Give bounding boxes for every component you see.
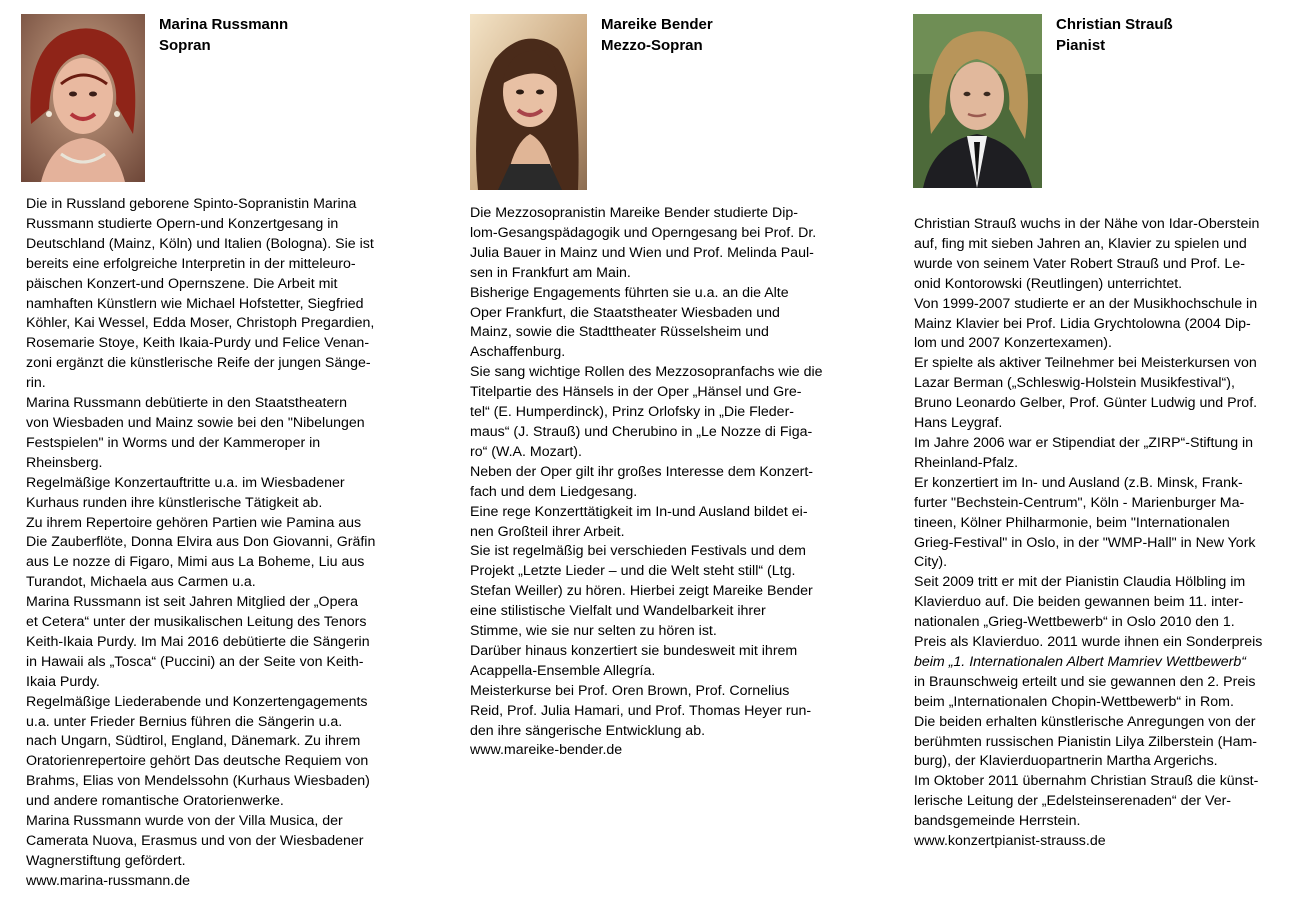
bio-line: Rheinsberg. [26,454,103,471]
bio-line: Reid, Prof. Julia Hamari, und Prof. Thomas Heyer run- [470,702,812,719]
bio-line: beim „Internationalen Chopin-Wettbewerb“ in Rom. [914,693,1234,710]
bio-line: Zu ihrem Repertoire gehören Partien wie Pamina aus [26,514,362,531]
bio-line: berühmten russischen Pianistin Lilya Zilberstein (Ham- [914,733,1258,750]
bio-line: Eine rege Konzerttätigkeit im In-und Ausland bildet ei- [470,503,808,520]
bio-line: Marina Russmann ist seit Jahren Mitglied der „Opera [26,594,358,611]
bio-line: aus Le nozze di Figaro, Mimi aus La Boheme, Liu aus [26,554,365,571]
bio-line: in Hawaii als „Tosca“ (Puccini) an der Seite von Keith- [26,653,364,670]
bio-line: Kurhaus runden ihre künstlerische Tätigkeit ab. [26,494,323,511]
bio-line: nach Ungarn, Südtirol, England, Dänemark. Zu ihrem [26,733,361,750]
bio-line: Turandot, Michaela aus Carmen u.a. [26,574,256,591]
bio-line: Bisherige Engagements führten sie u.a. an die Alte [470,284,789,301]
bio-line: sen in Frankfurt am Main. [470,264,631,281]
bio-line: eine stilistische Vielfalt und Wandelbarkeit ihrer [470,603,766,620]
artist-name: Christian Strauß [1056,16,1173,33]
website-link: www.konzertpianist-strauss.de [914,833,1106,850]
artist-role: Mezzo-Sopran [601,37,703,54]
bio-line: fach und dem Liedgesang. [470,483,638,500]
bio-line: Im Jahre 2006 war er Stipendiat der „ZIRP“-Stiftung in [914,434,1254,451]
bio-line: burg), der Klavierduopartnerin Martha Argerichs. [914,753,1218,770]
website-link: www.marina-russmann.de [26,872,191,889]
bio-line: et Cetera“ unter der musikalischen Leitung des Tenors [26,614,367,631]
bio-line: nationalen „Grieg-Wettbewerb“ in Oslo 2010 den 1. [914,614,1235,631]
bio-line: päischen Konzert-und Opernszene. Die Arbeit mit [26,275,338,292]
bio-line: Grieg-Festival" in Oslo, in der "WMP-Hall" in New York [914,534,1256,551]
bio-line: Acappella-Ensemble Allegría. [470,662,656,679]
bio-line: bandsgemeinde Herrstein. [914,813,1081,830]
bio-line: Titelpartie des Hänsels in der Oper „Hänsel und Gre- [470,384,802,401]
bio-line: Bruno Leonardo Gelber, Prof. Günter Ludwig und Prof. [914,395,1258,412]
bio-line: Deutschland (Mainz, Köln) und Italien (Bologna). Sie ist [26,235,374,252]
bio-line: lom-Gesangspädagogik und Operngesang bei Prof. Dr. [470,224,817,241]
bio-line: Regelmäßige Liederabende und Konzertengagements [26,693,368,710]
bio-line: nen Großteil ihrer Arbeit. [470,523,625,540]
bio-line: Die in Russland geborene Spinto-Sopranistin Marina [26,196,357,212]
bio-line: wurde von seinem Vater Robert Strauß und Prof. Le- [914,255,1245,272]
portrait-photo [470,14,587,190]
bio-line: auf, fing mit sieben Jahren an, Klavier zu spielen und [914,235,1247,252]
bio-line: Die Zauberflöte, Donna Elvira aus Don Giovanni, Gräfin [26,534,376,551]
bio-line: furter "Bechstein-Centrum", Köln - Marienburger Ma- [914,494,1245,511]
portrait-photo [913,14,1042,188]
bio-line: Von 1999-2007 studierte er an der Musikhochschule in [914,295,1258,312]
bio-line: rin. [26,375,46,392]
artist-heading [1056,14,1173,56]
bio-line: Oratorienrepertoire gehört Das deutsche Requiem von [26,753,369,770]
bio-line: u.a. unter Frieder Bernius führen die Sängerin u.a. [26,713,343,730]
artist-role: Sopran [159,37,211,54]
bio-line: Oper Frankfurt, die Staatstheater Wiesbaden und [470,304,780,321]
bio-line: Die Mezzosopranistin Mareike Bender studierte Dip- [470,205,799,221]
bio-line: onid Kontorowski (Reutlingen) unterrichtet. [914,275,1183,292]
bio-line: Regelmäßige Konzertauftritte u.a. im Wiesbadener [26,474,345,491]
bio-line: Marina Russmann wurde von der Villa Musica, der [26,813,343,830]
bio-line: Russmann studierte Opern-und Konzertgesang in [26,215,339,232]
bio-line: Wagnerstiftung gefördert. [26,852,186,869]
bio-line: Sie sang wichtige Rollen des Mezzosopranfachs wie die [470,364,823,381]
bio-line: lerische Leitung der „Edelsteinserenaden“ der Ver- [914,793,1232,810]
bio-line: Köhler, Kai Wessel, Edda Moser, Christoph Pregardien, [26,315,375,332]
bio-line: Die beiden erhalten künstlerische Anregungen von der [914,713,1256,730]
bio-line: Brahms, Elias von Mendelssohn (Kurhaus Wiesbaden) [26,773,370,790]
bio-line: tel“ (E. Humperdinck), Prinz Orlofsky in „Die Fleder- [470,404,795,421]
artist-role: Pianist [1056,37,1106,54]
bio-line: Rheinland-Pfalz. [914,454,1019,471]
artist-name: Marina Russmann [159,16,289,33]
artist-heading [159,14,288,56]
bio-line: Meisterkurse bei Prof. Oren Brown, Prof. Cornelius [470,682,790,699]
bio-line: Er konzertiert im In- und Ausland (z.B. Minsk, Frank- [914,474,1243,491]
bio-line: Aschaffenburg. [470,344,566,361]
bio-line: Christian Strauß wuchs in der Nähe von Idar-Oberstein [914,216,1260,232]
bio-line: den ihre sängerische Entwicklung ab. [470,722,706,739]
bio-line: Festspielen" in Worms und der Kammeroper in [26,434,321,451]
bio-line: ro“ (W.A. Mozart). [470,443,582,460]
bio-line: Camerata Nuova, Erasmus und von der Wiesbadener [26,833,364,849]
bio-line: und andere romantische Oratorienwerke. [26,793,284,810]
bio-line: tineen, Kölner Philharmonie, beim "Internationalen [914,514,1230,531]
bio-line: Mainz, sowie die Stadttheater Rüsselsheim und [470,324,769,341]
bio-line: Projekt „Letzte Lieder – und die Welt steht still“ (Ltg. [470,563,796,580]
artist-name: Mareike Bender [601,16,713,33]
bio-line: Im Oktober 2011 übernahm Christian Strauß die künst- [914,773,1259,790]
bio-line: Julia Bauer in Mainz und Wien und Prof. Melinda Paul- [470,244,814,261]
artist-bio [914,215,1280,852]
bio-line: in Braunschweig erteilt und sie gewannen den 2. Preis [914,673,1256,690]
artist-bio [470,204,850,761]
bio-line: zoni ergänzt die künstlerische Reife der jungen Sänge- [26,355,371,372]
bio-line: Marina Russmann debütierte in den Staatstheatern [26,395,347,412]
bio-line: Keith-Ikaia Purdy. Im Mai 2016 debütierte die Sängerin [26,633,370,650]
artist-bio [26,195,406,892]
bio-line: Lazar Berman („Schleswig-Holstein Musikfestival“), [914,375,1235,392]
bio-line: Seit 2009 tritt er mit der Pianistin Claudia Hölbling im [914,574,1246,591]
artist-heading [601,14,713,56]
website-link: www.mareike-bender.de [470,742,623,759]
bio-line: Stefan Weiller) zu hören. Hierbei zeigt Mareike Bender [470,583,813,600]
bio-line: Rosemarie Stoye, Keith Ikaia-Purdy und Felice Venan- [26,335,370,352]
bio-line: lom und 2007 Konzertexamen). [914,335,1112,352]
bio-line: maus“ (J. Strauß) und Cherubino in „Le Nozze di Figa- [470,423,813,440]
bio-line: Hans Leygraf. [914,415,1003,432]
bio-line: Klavierduo auf. Die beiden gewannen beim 11. inter- [914,594,1244,611]
bio-line: Er spielte als aktiver Teilnehmer bei Meisterkursen von [914,355,1257,372]
bio-line: Sie ist regelmäßig bei verschieden Festivals und dem [470,543,806,560]
portrait-photo [21,14,145,182]
bio-line: Ikaia Purdy. [26,673,100,690]
bio-line: beim „1. Internationalen Albert Mamriev Wettbewerb“ [914,653,1246,670]
bio-line: namhaften Künstlern wie Michael Hofstetter, Siegfried [26,295,364,312]
bio-line: bereits eine erfolgreiche Interpretin in der mitteleuro- [26,255,356,272]
bio-line: Darüber hinaus konzertiert sie bundesweit mit ihrem [470,642,798,659]
bio-line: Neben der Oper gilt ihr großes Interesse dem Konzert- [470,463,814,480]
bio-line: City). [914,554,948,571]
bio-line: Stimme, wie sie nur selten zu hören ist. [470,623,717,640]
bio-line: von Wiesbaden und Mainz sowie bei den "Nibelungen [26,414,365,431]
bio-line: Preis als Klavierduo. 2011 wurde ihnen ein Sonderpreis [914,634,1263,651]
bio-line: Mainz Klavier bei Prof. Lidia Grychtolowna (2004 Dip- [914,315,1251,332]
